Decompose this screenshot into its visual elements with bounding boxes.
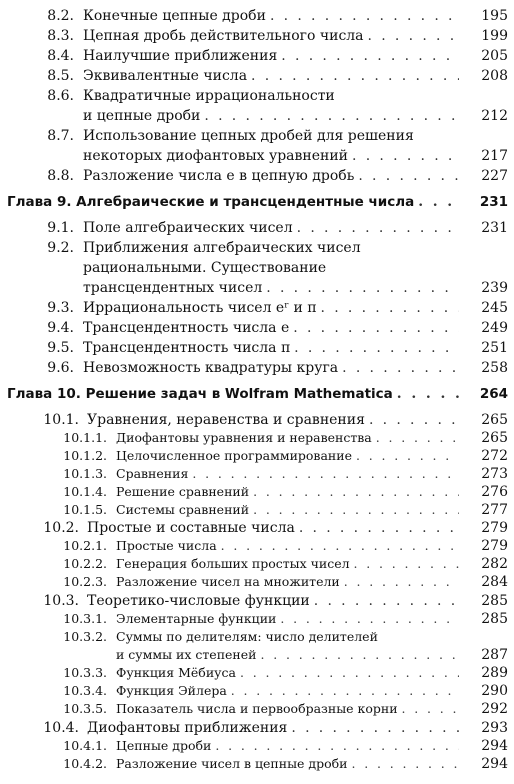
dot-leader	[270, 6, 459, 26]
dot-leader	[280, 609, 459, 629]
dot-leader	[192, 464, 459, 484]
section-title-cont: некоторых диофантовых уравнений	[83, 148, 349, 164]
toc-entry[interactable]	[0, 518, 514, 538]
section-title: Трансцендентность числа e	[83, 320, 290, 336]
section-number: 8.8.	[47, 168, 74, 184]
section-number: 9.4.	[47, 320, 74, 336]
section-title: Простые и составные числа	[87, 520, 295, 536]
page-number: 285	[481, 593, 508, 609]
subsection-title: Разложение чисел в цепные дроби	[116, 756, 348, 771]
subsection-number: 10.3.3.	[63, 665, 107, 680]
section-number: 8.3.	[47, 28, 74, 44]
section-number: 8.6.	[47, 88, 74, 104]
toc-entry[interactable]	[0, 126, 514, 146]
dot-leader	[253, 482, 459, 502]
page-number: 239	[481, 280, 508, 296]
subsection-title: Диофантовы уравнения и неравенства	[116, 430, 372, 445]
page-number: 285	[481, 611, 508, 627]
chapter-title: Глава 9. Алгебраические и трансцендентные числа	[7, 194, 415, 210]
toc-subentry[interactable]	[0, 428, 514, 448]
toc-subentry-continuation[interactable]	[0, 645, 514, 665]
chapter-title: Глава 10. Решение задач в Wolfram Mathematica	[7, 386, 393, 402]
dot-leader	[253, 500, 459, 520]
section-number: 10.3.	[43, 593, 79, 609]
subsection-number: 10.3.5.	[63, 701, 107, 716]
section-title: Наилучшие приближения	[83, 48, 278, 64]
toc-subentry[interactable]	[0, 663, 514, 683]
toc-subentry[interactable]	[0, 482, 514, 502]
section-title: Поле алгебраических чисел	[83, 220, 293, 236]
dot-leader	[299, 518, 459, 538]
toc-subentry[interactable]	[0, 500, 514, 520]
section-number: 8.5.	[47, 68, 74, 84]
subsection-number: 10.3.4.	[63, 683, 107, 698]
page-number: 208	[481, 68, 508, 84]
subsection-number: 10.2.3.	[63, 574, 107, 589]
dot-leader	[418, 192, 459, 212]
dot-leader	[204, 106, 459, 126]
dot-leader	[266, 278, 459, 298]
page-number: 212	[481, 108, 508, 124]
page-number: 231	[479, 194, 508, 210]
dot-leader	[354, 554, 459, 574]
section-title: Невозможность квадратуры круга	[83, 360, 339, 376]
subsection-number: 10.4.2.	[63, 756, 107, 771]
page-number: 205	[481, 48, 508, 64]
toc-entry[interactable]	[0, 26, 514, 46]
dot-leader	[321, 298, 460, 318]
toc-entry[interactable]	[0, 166, 514, 186]
section-title: Диофантовы приближения	[87, 720, 288, 736]
subsection-title: Решение сравнений	[116, 484, 250, 499]
page-number: 273	[481, 466, 508, 482]
dot-leader	[251, 66, 459, 86]
section-number: 8.2.	[47, 8, 74, 24]
page-number: 287	[481, 647, 508, 663]
subsection-title: Сравнения	[116, 466, 189, 481]
section-title: Конечные цепные дроби	[83, 8, 266, 24]
page-number: 231	[481, 220, 508, 236]
subsection-number: 10.1.5.	[63, 502, 107, 517]
page-number: 265	[481, 412, 508, 428]
toc-entry-continuation[interactable]	[0, 258, 514, 278]
page-number: 249	[481, 320, 508, 336]
subsection-number: 10.4.1.	[63, 738, 107, 753]
subsection-title-cont: и суммы их степеней	[116, 647, 257, 662]
section-number: 8.7.	[47, 128, 74, 144]
subsection-title: Цепные дроби	[116, 738, 212, 753]
page-number: 277	[481, 502, 508, 518]
toc-entry[interactable]	[0, 6, 514, 26]
dot-leader	[297, 218, 459, 238]
page-number: 284	[481, 574, 508, 590]
subsection-title: Генерация больших простых чисел	[116, 556, 350, 571]
subsection-title: Функция Мёбиуса	[116, 665, 236, 680]
chapter-entry[interactable]	[0, 192, 514, 212]
toc-entry[interactable]	[0, 591, 514, 611]
dot-leader	[294, 338, 459, 358]
section-title: Цепная дробь действительного числа	[83, 28, 364, 44]
toc-subentry[interactable]	[0, 572, 514, 592]
toc-entry[interactable]	[0, 338, 514, 358]
toc-entry-continuation[interactable]	[0, 106, 514, 126]
subsection-title: Простые числа	[116, 538, 217, 553]
toc-entry[interactable]	[0, 86, 514, 106]
page-number: 279	[481, 520, 508, 536]
toc-entry[interactable]	[0, 318, 514, 338]
page-number: 251	[481, 340, 508, 356]
page-number: 217	[481, 148, 508, 164]
page-number: 265	[481, 430, 508, 446]
section-title: Квадратичные иррациональности	[83, 88, 335, 104]
subsection-number: 10.1.1.	[63, 430, 107, 445]
page-number: 293	[481, 720, 508, 736]
section-number: 10.1.	[43, 412, 79, 428]
page-number: 290	[481, 683, 508, 699]
toc-entry-continuation[interactable]	[0, 146, 514, 166]
toc-entry[interactable]	[0, 238, 514, 258]
page-number: 294	[481, 756, 508, 772]
page-number: 279	[481, 538, 508, 554]
dot-leader	[314, 591, 459, 611]
section-title: Приближения алгебраических чисел	[83, 240, 361, 256]
section-number: 10.2.	[43, 520, 79, 536]
toc-subentry[interactable]	[0, 554, 514, 574]
dot-leader	[402, 699, 459, 719]
section-number: 9.6.	[47, 360, 74, 376]
toc-subentry[interactable]	[0, 754, 514, 774]
section-number: 9.1.	[47, 220, 74, 236]
dot-leader	[342, 358, 459, 378]
dot-leader	[376, 428, 459, 448]
subsection-number: 10.1.3.	[63, 466, 107, 481]
section-title-cont: рациональными. Существование	[83, 260, 327, 276]
subsection-number: 10.1.4.	[63, 484, 107, 499]
page-number: 282	[481, 556, 508, 572]
page-number: 292	[481, 701, 508, 717]
toc-subentry[interactable]	[0, 464, 514, 484]
subsection-number: 10.1.2.	[63, 448, 107, 463]
toc-entry[interactable]	[0, 358, 514, 378]
subsection-title: Суммы по делителям: число делителей	[116, 629, 378, 644]
subsection-title: Разложение чисел на множители	[116, 574, 340, 589]
dot-leader	[293, 318, 459, 338]
toc-entry[interactable]	[0, 218, 514, 238]
page-number: 227	[481, 168, 508, 184]
dot-leader	[231, 681, 459, 701]
subsection-title: Элементарные функции	[116, 611, 277, 626]
dot-leader	[281, 46, 459, 66]
dot-leader	[221, 536, 459, 556]
subsection-title: Показатель числа и первообразные корни	[116, 701, 398, 716]
dot-leader	[240, 663, 459, 683]
section-number: 10.4.	[43, 720, 79, 736]
toc-subentry[interactable]	[0, 446, 514, 466]
dot-leader	[369, 410, 459, 430]
section-title: Эквивалентные числа	[83, 68, 248, 84]
dot-leader	[352, 754, 460, 774]
dot-leader	[261, 645, 460, 665]
page-number: 258	[481, 360, 508, 376]
section-title: Иррациональность чисел eʳ и π	[83, 300, 317, 316]
toc-entry[interactable]	[0, 718, 514, 738]
page-number: 245	[481, 300, 508, 316]
toc-entry[interactable]	[0, 66, 514, 86]
subsection-number: 10.3.2.	[63, 629, 107, 644]
section-title-cont: и цепные дроби	[83, 108, 201, 124]
toc-subentry[interactable]	[0, 627, 514, 647]
subsection-number: 10.3.1.	[63, 611, 107, 626]
toc-entry[interactable]	[0, 298, 514, 318]
page-number: 294	[481, 738, 508, 754]
toc-entry[interactable]	[0, 46, 514, 66]
subsection-number: 10.2.1.	[63, 538, 107, 553]
dot-leader	[215, 736, 459, 756]
dot-leader	[397, 384, 459, 404]
toc-subentry[interactable]	[0, 609, 514, 629]
dot-leader	[291, 718, 459, 738]
section-title: Теоретико-числовые функции	[87, 593, 310, 609]
section-number: 9.3.	[47, 300, 74, 316]
toc-subentry[interactable]	[0, 536, 514, 556]
dot-leader	[358, 166, 459, 186]
chapter-entry[interactable]	[0, 384, 514, 404]
section-number: 9.2.	[47, 240, 74, 256]
dot-leader	[352, 146, 459, 166]
subsection-title: Системы сравнений	[116, 502, 250, 517]
section-title: Разложение числа e в цепную дробь	[83, 168, 355, 184]
section-number: 9.5.	[47, 340, 74, 356]
section-title-cont: трансцендентных чисел	[83, 280, 263, 296]
toc-entry-continuation[interactable]	[0, 278, 514, 298]
page-number: 264	[479, 386, 508, 402]
dot-leader	[368, 26, 459, 46]
subsection-number: 10.2.2.	[63, 556, 107, 571]
page-number: 272	[481, 448, 508, 464]
toc-entry[interactable]	[0, 410, 514, 430]
toc-subentry[interactable]	[0, 699, 514, 719]
section-title: Уравнения, неравенства и сравнения	[87, 412, 365, 428]
section-title: Трансцендентность числа π	[83, 340, 291, 356]
page-number: 276	[481, 484, 508, 500]
dot-leader	[344, 572, 459, 592]
section-number: 8.4.	[47, 48, 74, 64]
page-number: 199	[481, 28, 508, 44]
toc-subentry[interactable]	[0, 681, 514, 701]
page-number: 289	[481, 665, 508, 681]
toc-subentry[interactable]	[0, 736, 514, 756]
dot-leader	[356, 446, 459, 466]
subsection-title: Функция Эйлера	[116, 683, 227, 698]
section-title: Использование цепных дробей для решения	[83, 128, 414, 144]
subsection-title: Целочисленное программирование	[116, 448, 352, 463]
page-number: 195	[481, 8, 508, 24]
